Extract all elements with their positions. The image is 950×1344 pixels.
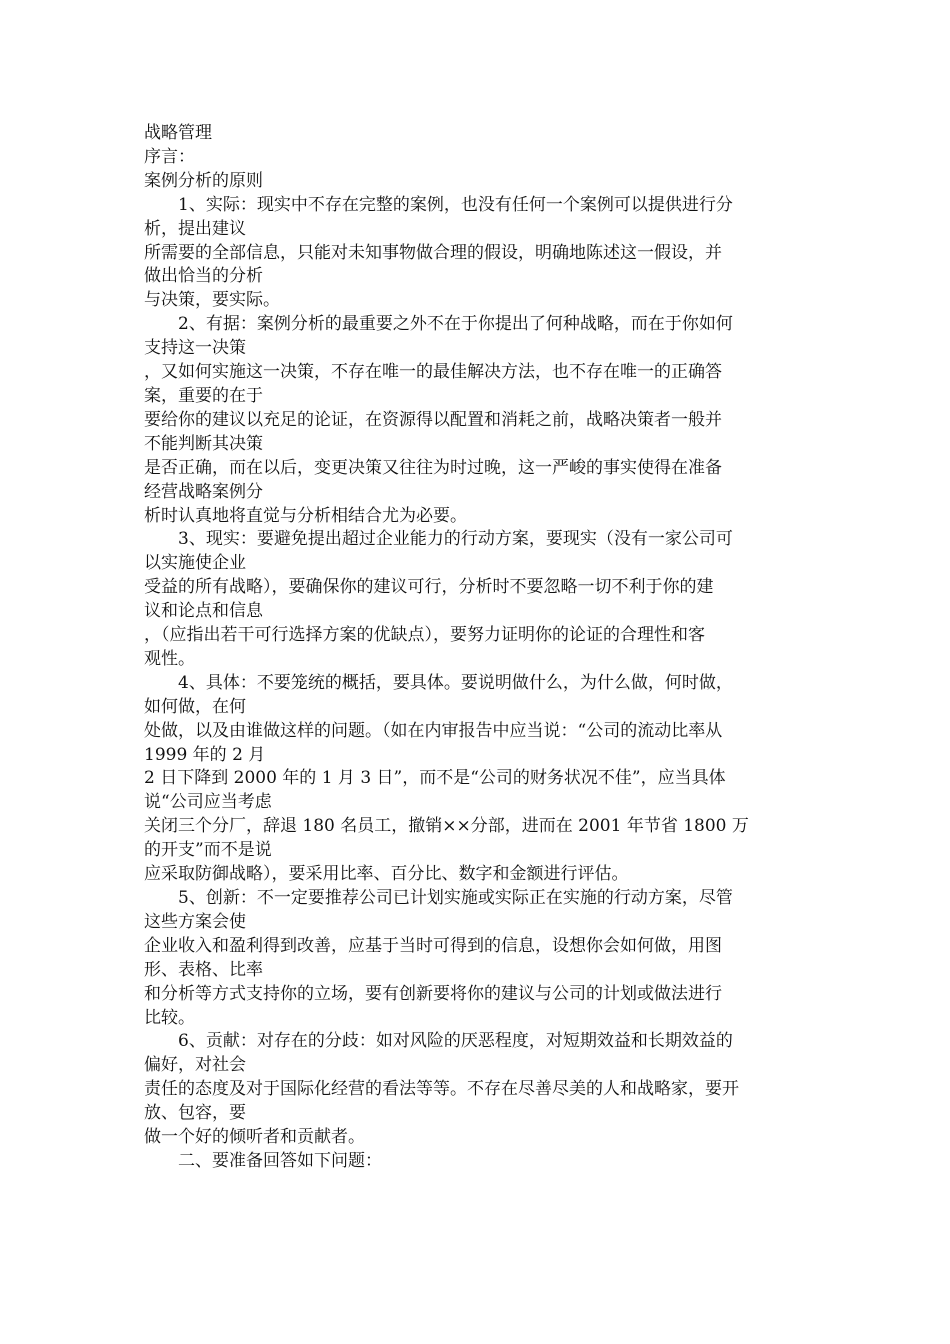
text-line: 2 日下降到 2000 年的 1 月 3 日”，而不是“公司的财务状况不佳”，应当具体 xyxy=(144,768,726,789)
text-line: 观性。 xyxy=(144,648,195,669)
text-line: 应采取防御战略），要采用比率、百分比、数字和金额进行评估。 xyxy=(144,864,629,885)
document-body xyxy=(144,122,814,1174)
text-line: 说“公司应当考虑 xyxy=(144,792,272,813)
text-line: ，（应指出若干可行选择方案的优缺点），要努力证明你的论证的合理性和客 xyxy=(144,625,705,646)
text-line: 6、贡献：对存在的分歧：如对风险的厌恶程度，对短期效益和长期效益的 xyxy=(178,1031,733,1052)
text-line: 案例分析的原则 xyxy=(144,170,263,191)
text-line: 偏好，对社会 xyxy=(144,1055,246,1076)
text-line: 和分析等方式支持你的立场，要有创新要将你的建议与公司的计划或做法进行 xyxy=(144,983,722,1004)
text-line: 与决策，要实际。 xyxy=(144,290,280,311)
text-line: 以实施使企业 xyxy=(144,553,246,574)
text-line: 析时认真地将直觉与分析相结合尤为必要。 xyxy=(144,505,467,526)
text-line: 比较。 xyxy=(144,1007,195,1028)
text-line: ，又如何实施这一决策，不存在唯一的最佳解决方法，也不存在唯一的正确答 xyxy=(144,362,722,383)
text-line: 支持这一决策 xyxy=(144,338,246,359)
text-line: 2、有据：案例分析的最重要之外不在于你提出了何种战略，而在于你如何 xyxy=(178,314,733,335)
text-line: 这些方案会使 xyxy=(144,911,246,932)
text-line: 1、实际：现实中不存在完整的案例，也没有任何一个案例可以提供进行分 xyxy=(178,194,733,215)
text-line: 受益的所有战略），要确保你的建议可行，分析时不要忽略一切不利于你的建 xyxy=(144,577,714,598)
text-line: 经营战略案例分 xyxy=(144,481,263,502)
text-line: 1999 年的 2 月 xyxy=(144,744,266,765)
document-title: 战略管理 xyxy=(144,123,212,143)
text-line: 3、现实：要避免提出超过企业能力的行动方案，要现实（没有一家公司可 xyxy=(178,529,733,550)
text-line: 析，提出建议 xyxy=(144,218,246,239)
text-line: 如何做，在何 xyxy=(144,696,246,717)
text-line: 责任的态度及对于国际化经营的看法等等。不存在尽善尽美的人和战略家，要开 xyxy=(144,1079,739,1100)
text-line: 放、包容，要 xyxy=(144,1103,246,1124)
text-line: 议和论点和信息 xyxy=(144,601,263,622)
text-line: 处做，以及由谁做这样的问题。（如在内审报告中应当说：“公司的流动比率从 xyxy=(144,720,723,741)
text-line: 要给你的建议以充足的论证，在资源得以配置和消耗之前，战略决策者一般并 xyxy=(144,409,722,430)
text-line: 4、具体：不要笼统的概括，要具体。要说明做什么，为什么做，何时做， xyxy=(178,672,733,693)
text-line: 的开支”而不是说 xyxy=(144,840,272,861)
text-line: 做出恰当的分析 xyxy=(144,266,263,287)
text-line: 5、创新：不一定要推荐公司已计划实施或实际正在实施的行动方案，尽管 xyxy=(178,888,733,908)
text-line: 不能判断其决策 xyxy=(144,433,263,454)
text-line: 所需要的全部信息，只能对未知事物做合理的假设，明确地陈述这一假设，并 xyxy=(144,242,722,263)
text-line: 是否正确，而在以后，变更决策又往往为时过晚，这一严峻的事实使得在准备 xyxy=(144,457,722,478)
text-line: 关闭三个分厂，辞退 180 名员工，撤销××分部，进而在 2001 年节省 1800 万 xyxy=(144,816,749,837)
text-line: 做一个好的倾听者和贡献者。 xyxy=(144,1127,365,1148)
text-line: 二、要准备回答如下问题： xyxy=(178,1150,382,1171)
text-line: 序言： xyxy=(144,146,195,167)
text-line: 企业收入和盈利得到改善，应基于当时可得到的信息，设想你会如何做，用图 xyxy=(144,935,722,956)
text-line: 形、表格、比率 xyxy=(144,959,263,980)
text-line: 案，重要的在于 xyxy=(144,385,263,406)
